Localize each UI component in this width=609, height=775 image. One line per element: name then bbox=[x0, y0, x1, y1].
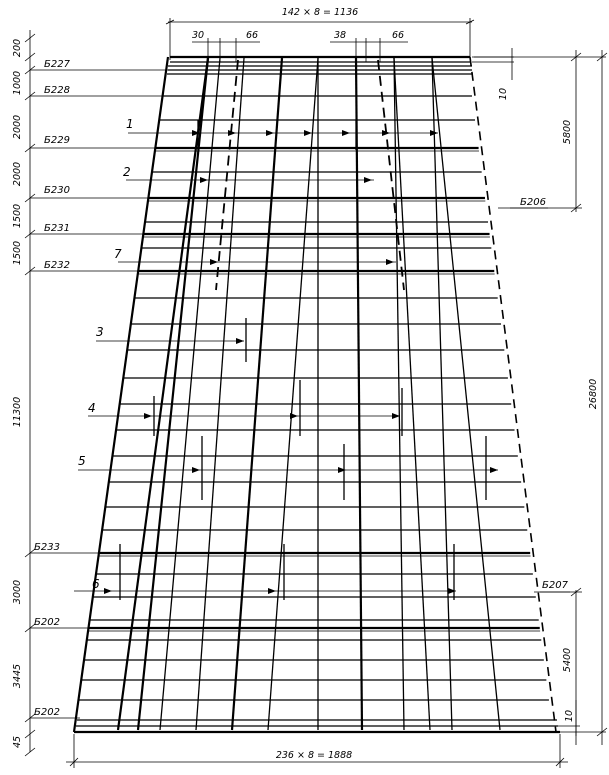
position-label: 5 bbox=[78, 454, 86, 468]
mesh-label: Б206 bbox=[520, 197, 546, 208]
top-left-gap: 66 bbox=[245, 30, 259, 41]
left-dimension: 3000 bbox=[12, 579, 23, 605]
position-label: 7 bbox=[114, 247, 122, 261]
small-dimension: 10 bbox=[498, 88, 509, 101]
right-dimensions bbox=[474, 50, 607, 745]
mesh-label: Б202 bbox=[34, 707, 60, 718]
dashed-bars bbox=[216, 60, 404, 290]
top-dimensions bbox=[166, 7, 474, 62]
vertical-bar bbox=[118, 58, 208, 730]
left-dimension: 1500 bbox=[12, 203, 23, 229]
vertical-bars bbox=[118, 58, 500, 730]
mesh-label: Б202 bbox=[34, 617, 60, 628]
top-overall-dimension: 142 × 8 = 1136 bbox=[281, 7, 359, 18]
vertical-bar bbox=[196, 58, 244, 730]
vertical-bar bbox=[232, 58, 282, 730]
right-bottom-dimension: 5400 bbox=[562, 647, 573, 673]
small-dimension: 10 bbox=[564, 709, 575, 723]
vertical-bar bbox=[138, 58, 208, 730]
small-dimension-bottom bbox=[558, 700, 580, 745]
top-right-spacing: 38 bbox=[333, 30, 347, 41]
right-top-dimension: 5800 bbox=[562, 119, 573, 145]
left-dimension: 45 bbox=[12, 735, 23, 749]
left-dimension: 11300 bbox=[12, 396, 23, 428]
mesh-label: Б229 bbox=[44, 135, 70, 146]
mesh-labels-right bbox=[498, 197, 570, 592]
vertical-bar bbox=[160, 58, 220, 730]
left-dimension: 3445 bbox=[12, 663, 23, 689]
mesh-label: Б228 bbox=[44, 85, 70, 96]
position-label: 1 bbox=[126, 117, 134, 131]
left-dimension: 2000 bbox=[12, 161, 23, 187]
vertical-bar bbox=[356, 58, 362, 730]
top-left-spacing: 30 bbox=[191, 30, 205, 41]
left-dimension: 1000 bbox=[12, 70, 23, 96]
position-label: 2 bbox=[123, 165, 131, 179]
left-dimension: 2000 bbox=[12, 114, 23, 140]
bottom-overall-dimension: 236 × 8 = 1888 bbox=[275, 750, 353, 761]
top-right-gap: 66 bbox=[391, 30, 405, 41]
left-dimension: 1500 bbox=[12, 240, 23, 266]
left-dimension: 200 bbox=[12, 38, 23, 58]
position-label: 4 bbox=[88, 401, 96, 415]
mesh-label: Б231 bbox=[44, 223, 70, 234]
mesh-label: Б233 bbox=[34, 542, 60, 553]
left-dimension-line bbox=[25, 30, 35, 756]
mesh-label: Б207 bbox=[542, 580, 568, 591]
position-leaders bbox=[74, 120, 498, 600]
position-numbers bbox=[78, 117, 134, 591]
right-overall-dimension: 26800 bbox=[588, 378, 599, 410]
position-label: 6 bbox=[92, 577, 100, 591]
position-label: 3 bbox=[96, 325, 104, 339]
bottom-dimension bbox=[66, 734, 568, 768]
left-dimension-texts bbox=[12, 39, 23, 748]
mesh-label: Б227 bbox=[44, 59, 70, 70]
small-dimension-top bbox=[472, 48, 514, 100]
mesh-label: Б230 bbox=[44, 185, 70, 196]
mesh-label: Б232 bbox=[44, 260, 70, 271]
